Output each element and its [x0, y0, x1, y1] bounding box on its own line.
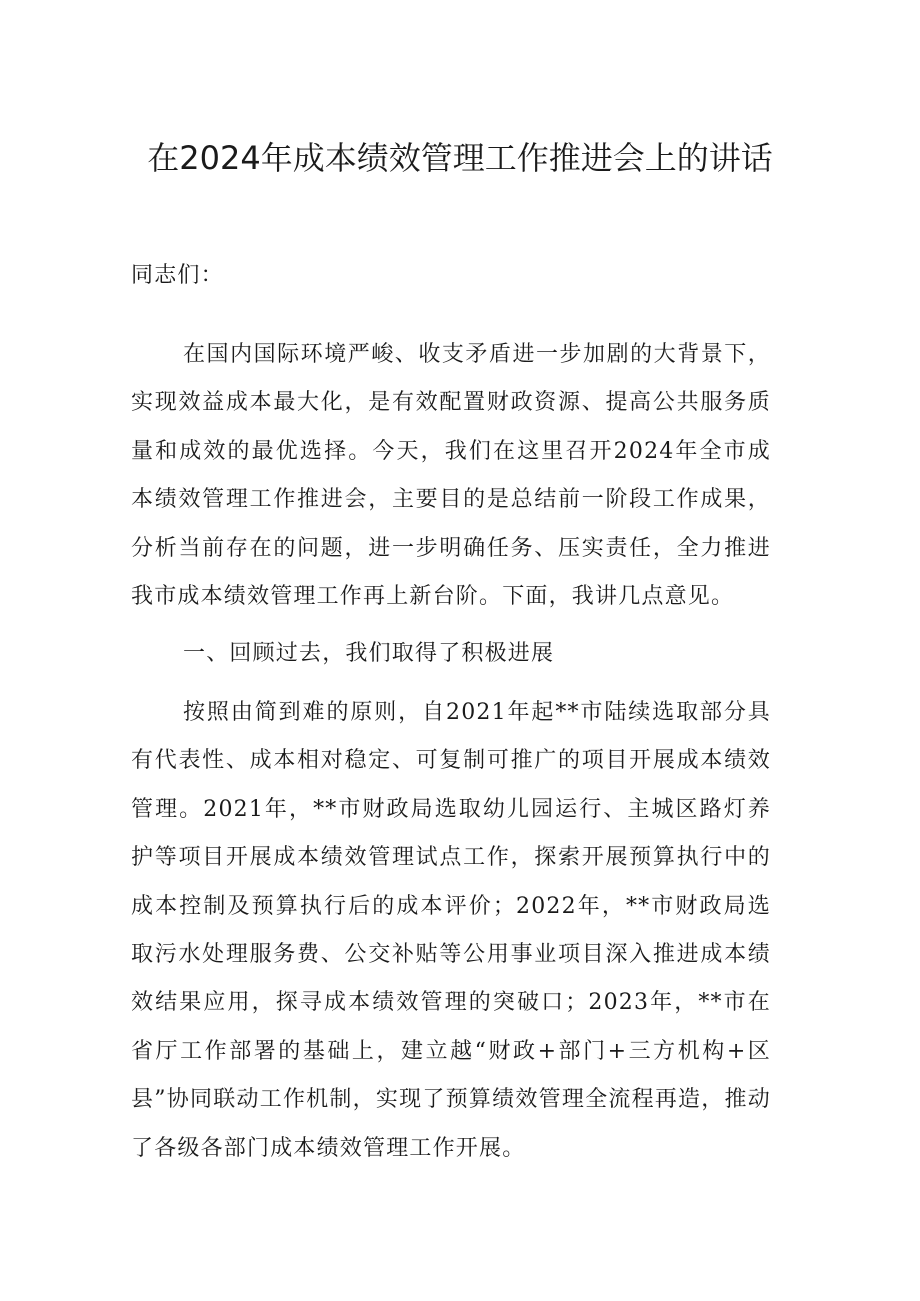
section-paragraph: 按照由简到难的原则，自2021年起**市陆续选取部分具有代表性、成本相对稳定、可复制可推广的项目开展成本绩效管理。2021年，**市财政局选取幼儿园运行、主城区路灯养护等项目开展成本绩效管理试点工作，探索开展预算执行中的成本控制及预算执行后的成本评价；2022年，**市财政局选取污水处理服务费、公交补贴等公用事业项目深入推进成本绩效结果应用，探寻成本绩效管理的突破口；2023年，**市在省厅工作部署的基础上，建立越“财政+部门+三方机构+区县”协同联动工作机制，实现了预算绩效管理全流程再造，推动了各级各部门成本绩效管理工作开展。 — [131, 700, 771, 1161]
document-title: 在2024年成本绩效管理工作推进会上的讲话 — [147, 139, 773, 177]
section-heading: 一、回顾过去，我们取得了积极进展 — [183, 641, 555, 666]
intro-paragraph: 在国内国际环境严峻、收支矛盾进一步加剧的大背景下，实现效益成本最大化，是有效配置财政资源、提高公共服务质量和成效的最优选择。今天，我们在这里召开2024年全市成本绩效管理工作推进会，主要目的是总结前一阶段工作成果，分析当前存在的问题，进一步明确任务、压实责任，全力推进我市成本绩效管理工作再上新台阶。下面，我讲几点意见。 — [131, 342, 771, 610]
greeting: 同志们： — [131, 263, 224, 288]
